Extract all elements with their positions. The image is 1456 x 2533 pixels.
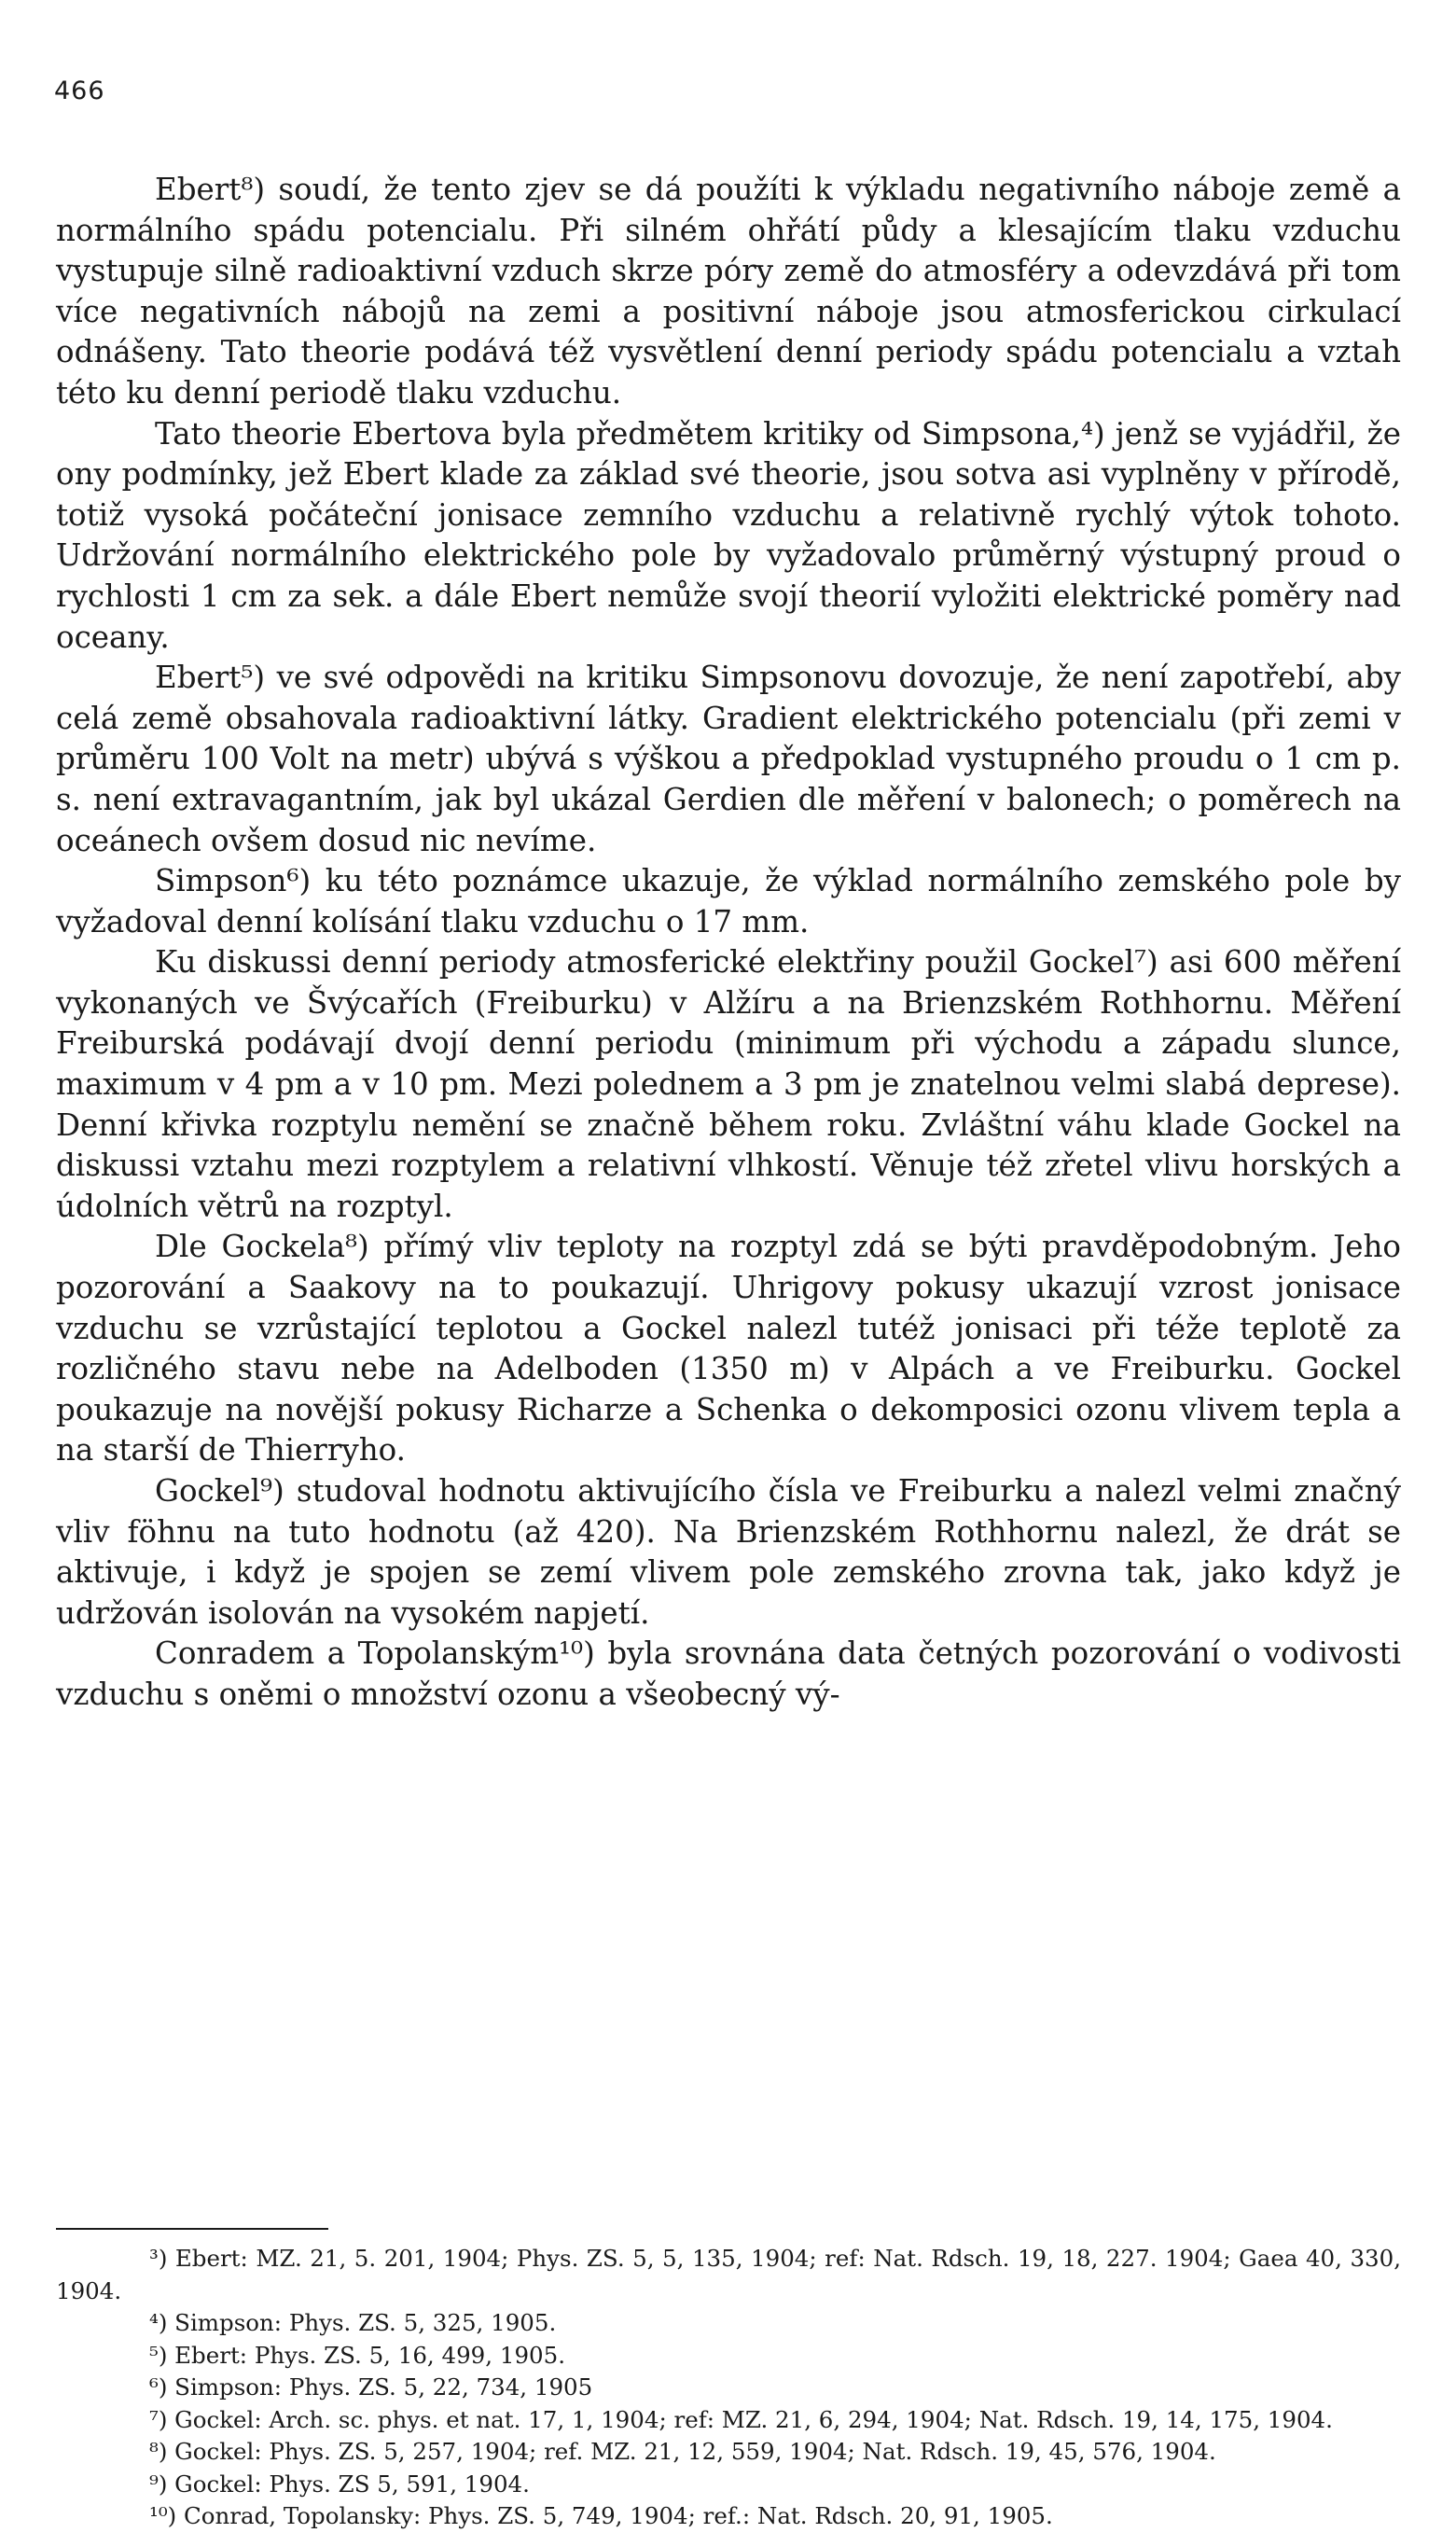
footnotes — [56, 2243, 1401, 2533]
page-number: 466 — [54, 77, 105, 105]
main-text — [56, 170, 1401, 1716]
footnote: ¹⁰) Conrad, Topolansky: Phys. ZS. 5, 749, 1904; ref.: Nat. Rdsch. 20, 91, 1905. — [149, 2502, 1053, 2529]
footnote-separator — [56, 2228, 328, 2230]
paragraph: Dle Gockela⁸) přímý vliv teploty na rozptyl zdá se býti pravděpodobným. Jeho pozorování a Saakovy na to poukazují. Uhrigovy pokusy ukazují vzrost jonisace vzduchu se vzrůstající teplotou a Gockel nalezl tutéž jonisaci při téže teplotě za rozličného stavu nebe na Adelboden (1350 m) v Alpách a ve Freiburku. Gockel poukazuje na novější pokusy Richarze a Schenka o dekomposici ozonu vlivem tepla a na starší de Thierryho. — [56, 1229, 1401, 1468]
paragraph: Tato theorie Ebertova byla předmětem kritiky od Simpsona,⁴) jenž se vyjádřil, že ony podmínky, jež Ebert klade za základ své theorie, jsou sotva asi vyplněny v přírodě, totiž vysoká počáteční jonisace zemního vzduchu a relativně rychlý výtok tohoto. Udržování normálního elektrického pole by vyžadovalo průměrný výstupný proud o rychlosti 1 cm za sek. a dále Ebert nemůže svojí theorií vyložiti elektrické poměry nad oceany. — [56, 415, 1401, 655]
paragraph: Ebert⁸) soudí, že tento zjev se dá použíti k výkladu negativního náboje země a normálního spádu potencialu. Při silném ohřátí půdy a klesajícím tlaku vzduchu vystupuje silně radioaktivní vzduch skrze póry země do atmosféry a odevzdává při tom více negativních nábojů na zemi a positivní náboje jsou atmosferickou cirkulací odnášeny. Tato theorie podává též vysvětlení denní periody spádu potencialu a vztah této ku denní periodě tlaku vzduchu. — [56, 172, 1401, 411]
paragraph: Ebert⁵) ve své odpovědi na kritiku Simpsonovu dovozuje, že není zapotřebí, aby celá země obsahovala radioaktivní látky. Gradient elektrického potencialu (při zemi v průměru 100 Volt na metr) ubývá s výškou a předpoklad vystupného proudu o 1 cm p. s. není extravagantním, jak byl ukázal Gerdien dle měření v balonech; o poměrech na oceánech ovšem dosud nic nevíme. — [56, 660, 1401, 858]
footnote: ⁹) Gockel: Phys. ZS 5, 591, 1904. — [149, 2470, 530, 2498]
paragraph: Gockel⁹) studoval hodnotu aktivujícího čísla ve Freiburku a nalezl velmi značný vliv föhnu na tuto hodnotu (až 420). Na Brienzském Rothhornu nalezl, že drát se aktivuje, i když je spojen se zemí vlivem pole zemského zrovna tak, jako když je udržován isolován na vysokém napjetí. — [56, 1473, 1401, 1631]
paragraph: Simpson⁶) ku této poznámce ukazuje, že výklad normálního zemského pole by vyžadoval denní kolísání tlaku vzduchu o 17 mm. — [56, 863, 1401, 939]
footnote: ⁵) Ebert: Phys. ZS. 5, 16, 499, 1905. — [149, 2341, 565, 2369]
paragraph: Ku diskussi denní periody atmosferické elektřiny použil Gockel⁷) asi 600 měření vykonaných ve Švýcařích (Freiburku) v Alžíru a na Brienzském Rothhornu. Měření Freiburská podávají dvojí denní periodu (minimum při východu a západu slunce, maximum v 4 pm a v 10 pm. Mezi polednem a 3 pm je znatelnou velmi slabá deprese). Denní křivka rozptylu nemění se značně během roku. Zvláštní váhu klade Gockel na diskussi vztahu mezi rozptylem a relativní vlhkostí. Věnuje též zřetel vlivu horských a údolních větrů na rozptyl. — [56, 944, 1401, 1224]
paragraph: Conradem a Topolanským¹⁰) byla srovnána data četných pozorování o vodivosti vzduchu s oněmi o množství ozonu a všeobecný vý- — [56, 1635, 1401, 1712]
footnote: ⁷) Gockel: Arch. sc. phys. et nat. 17, 1, 1904; ref: MZ. 21, 6, 294, 1904; Nat. Rdsch. 19, 14, 175, 1904. — [149, 2405, 1333, 2433]
footnote: ³) Ebert: MZ. 21, 5. 201, 1904; Phys. ZS. 5, 5, 135, 1904; ref: Nat. Rdsch. 19, 18, 227. 1904; Gaea 40, 330, 1904. — [56, 2245, 1401, 2304]
footnote: ⁶) Simpson: Phys. ZS. 5, 22, 734, 1905 — [149, 2373, 593, 2401]
footnote: ⁸) Gockel: Phys. ZS. 5, 257, 1904; ref. MZ. 21, 12, 559, 1904; Nat. Rdsch. 19, 45, 576, 1904. — [149, 2438, 1216, 2465]
footnote: ⁴) Simpson: Phys. ZS. 5, 325, 1905. — [149, 2309, 557, 2336]
